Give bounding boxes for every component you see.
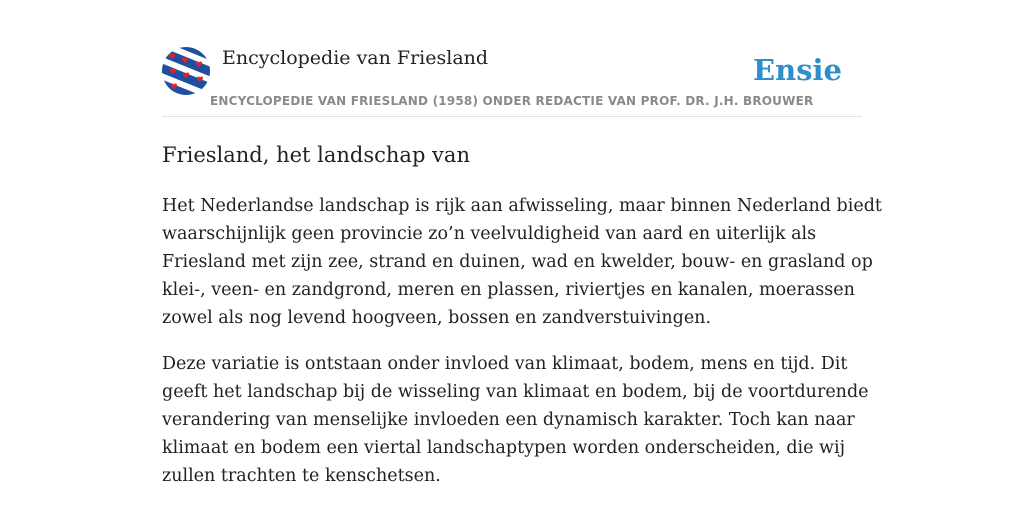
article-paragraph [162, 192, 882, 332]
article-paragraph [162, 350, 869, 490]
text-line: zullen trachten te kenschetsen. [162, 466, 441, 486]
ensie-brand-logo[interactable]: Ensie [753, 53, 842, 87]
text-line: klimaat en bodem een viertal landschaptypen worden onderscheiden, die wij [162, 438, 846, 458]
text-line: klei-, veen- en zandgrond, meren en plassen, riviertjes en kanalen, moerassen [162, 280, 855, 300]
header [162, 46, 862, 117]
text-line: waarschijnlijk geen provincie zo’n veelvuldigheid van aard en uiterlijk als [162, 224, 817, 244]
frisian-flag-icon[interactable] [162, 47, 210, 95]
site-subtitle: ENCYCLOPEDIE VAN FRIESLAND (1958) ONDER REDACTIE VAN PROF. DR. J.H. BROUWER [210, 94, 814, 108]
text-line: verandering van menselijke invloeden een dynamisch karakter. Toch kan naar [162, 410, 855, 430]
article-body [162, 192, 882, 508]
text-line: Deze variatie is ontstaan onder invloed van klimaat, bodem, mens en tijd. Dit [162, 354, 848, 374]
site-name[interactable]: Encyclopedie van Friesland [222, 47, 489, 69]
text-line: Friesland met zijn zee, strand en duinen, wad en kwelder, bouw- en grasland op [162, 252, 873, 272]
article-title: Friesland, het landschap van [162, 143, 470, 167]
text-line: geeft het landschap bij de wisseling van klimaat en bodem, bij de voortdurende [162, 382, 869, 402]
text-line: zowel als nog levend hoogveen, bossen en zandverstuivingen. [162, 308, 712, 328]
text-line: Het Nederlandse landschap is rijk aan afwisseling, maar binnen Nederland biedt [162, 196, 882, 216]
